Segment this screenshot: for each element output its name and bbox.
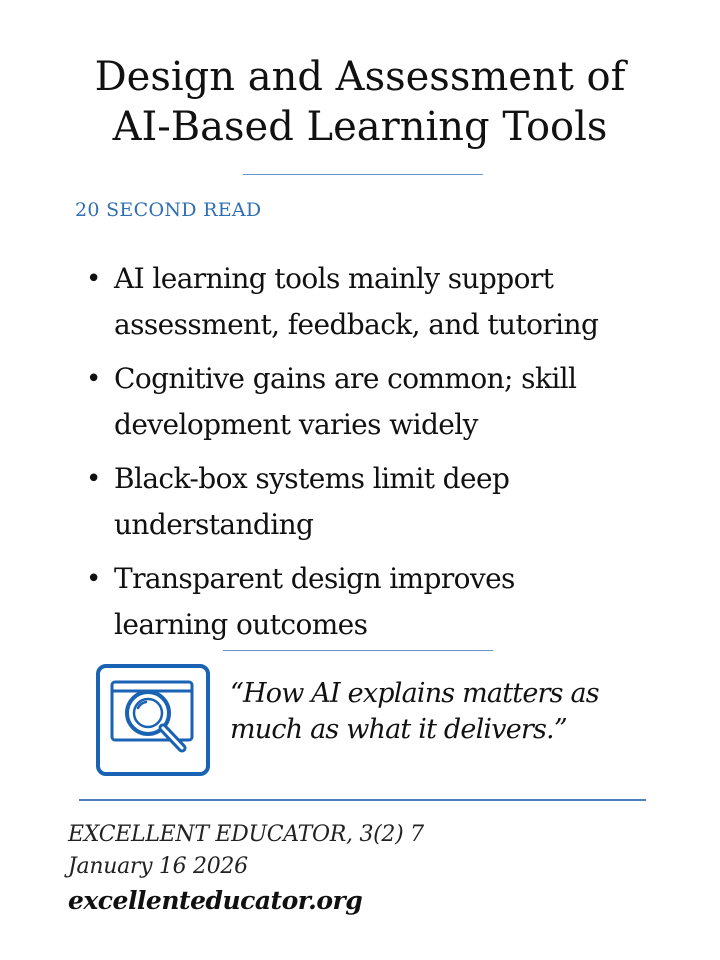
footer-divider bbox=[79, 799, 646, 801]
key-point-text: development varies widely bbox=[114, 408, 478, 441]
key-point-2 bbox=[84, 356, 684, 448]
page-title bbox=[0, 52, 720, 152]
key-point-text: Black-box systems limit deep bbox=[114, 462, 510, 495]
publication-date: January 16 2026 bbox=[68, 854, 248, 879]
key-point-text: AI learning tools mainly support bbox=[114, 262, 554, 295]
magnifier-window-icon bbox=[96, 664, 210, 776]
key-point-text: learning outcomes bbox=[114, 608, 368, 641]
key-point-1 bbox=[84, 256, 684, 348]
quote-divider bbox=[223, 650, 493, 651]
key-point-text: Transparent design improves bbox=[114, 562, 515, 595]
quote-line-2: much as what it delivers.” bbox=[230, 714, 567, 745]
key-point-text: assessment, feedback, and tutoring bbox=[114, 308, 599, 341]
bullet-icon: • bbox=[86, 564, 101, 594]
title-divider bbox=[243, 174, 483, 175]
journal-citation: EXCELLENT EDUCATOR, 3(2) 7 bbox=[68, 822, 424, 847]
pull-quote bbox=[230, 676, 670, 748]
quote-line-1: “How AI explains matters as bbox=[230, 678, 599, 709]
title-line-1: Design and Assessment of bbox=[94, 54, 626, 100]
bullet-icon: • bbox=[86, 464, 101, 494]
key-point-text: Cognitive gains are common; skill bbox=[114, 362, 577, 395]
bullet-icon: • bbox=[86, 264, 101, 294]
key-point-3 bbox=[84, 456, 684, 548]
key-point-4 bbox=[84, 556, 684, 648]
website-link[interactable]: excellenteducator.org bbox=[68, 886, 363, 915]
bullet-icon: • bbox=[86, 364, 101, 394]
read-time-label: 20 SECOND READ bbox=[75, 199, 262, 221]
key-point-text: understanding bbox=[114, 508, 314, 541]
title-line-2: AI-Based Learning Tools bbox=[112, 104, 608, 150]
key-points-list bbox=[84, 256, 684, 656]
